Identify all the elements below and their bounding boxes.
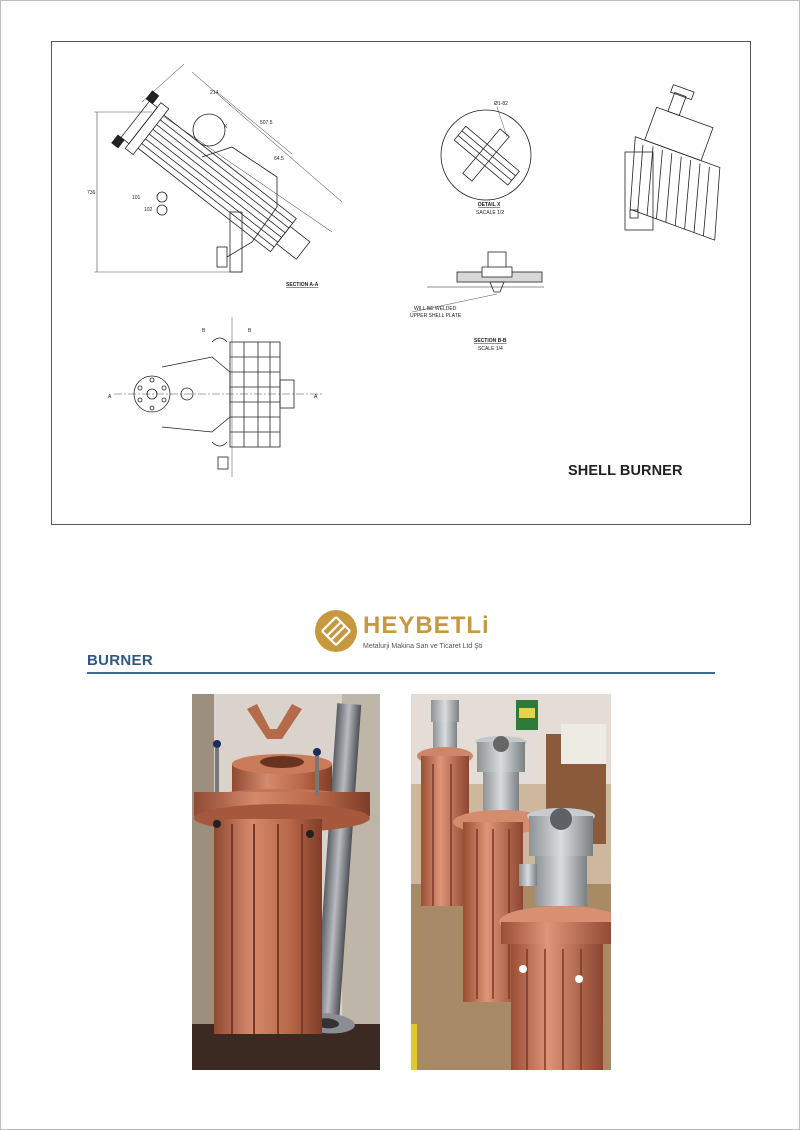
burner-photo-right	[411, 694, 611, 1070]
burners-row-photo-icon	[411, 694, 611, 1070]
svg-text:WILL BE WELDED: WILL BE WELDED	[414, 306, 457, 312]
company-name: HEYBETLi	[363, 612, 490, 639]
svg-text:DETAIL X: DETAIL X	[478, 202, 501, 208]
svg-text:64.5: 64.5	[274, 156, 284, 162]
section-divider	[87, 672, 715, 674]
svg-text:736: 736	[87, 190, 96, 196]
svg-text:507.5: 507.5	[260, 120, 273, 126]
company-subtitle: Metalurji Makina San ve Ticaret Ltd Şti	[363, 643, 483, 650]
svg-text:X: X	[224, 124, 228, 130]
front-view	[108, 317, 322, 477]
section-bb-view	[410, 252, 544, 352]
technical-drawing-sheet	[51, 41, 751, 525]
section-heading: BURNER	[87, 652, 153, 669]
svg-text:B: B	[202, 328, 206, 334]
detail-x-view	[441, 101, 532, 216]
svg-text:101: 101	[132, 195, 141, 201]
technical-drawing	[52, 42, 751, 525]
svg-text:A: A	[108, 394, 112, 400]
svg-text:SECTION B-B: SECTION B-B	[474, 338, 507, 344]
svg-text:SECTION A-A: SECTION A-A	[286, 282, 319, 288]
svg-text:214: 214	[210, 90, 219, 96]
svg-text:Ø1-82: Ø1-82	[494, 101, 508, 107]
copper-burner-photo-icon	[192, 694, 380, 1070]
svg-text:A: A	[314, 394, 318, 400]
svg-text:SACALE 1/2: SACALE 1/2	[476, 210, 505, 216]
svg-text:B: B	[248, 328, 252, 334]
burner-photo-left	[192, 694, 380, 1070]
company-brand	[314, 607, 514, 657]
section-aa-view	[87, 64, 342, 288]
drawing-title: SHELL BURNER	[568, 463, 683, 479]
svg-text:102: 102	[144, 207, 153, 213]
isometric-view	[611, 78, 751, 240]
svg-text:SCALE 1/4: SCALE 1/4	[478, 346, 503, 352]
svg-text:UPPER SHELL PLATE: UPPER SHELL PLATE	[410, 313, 462, 319]
company-logo-icon	[314, 609, 358, 653]
